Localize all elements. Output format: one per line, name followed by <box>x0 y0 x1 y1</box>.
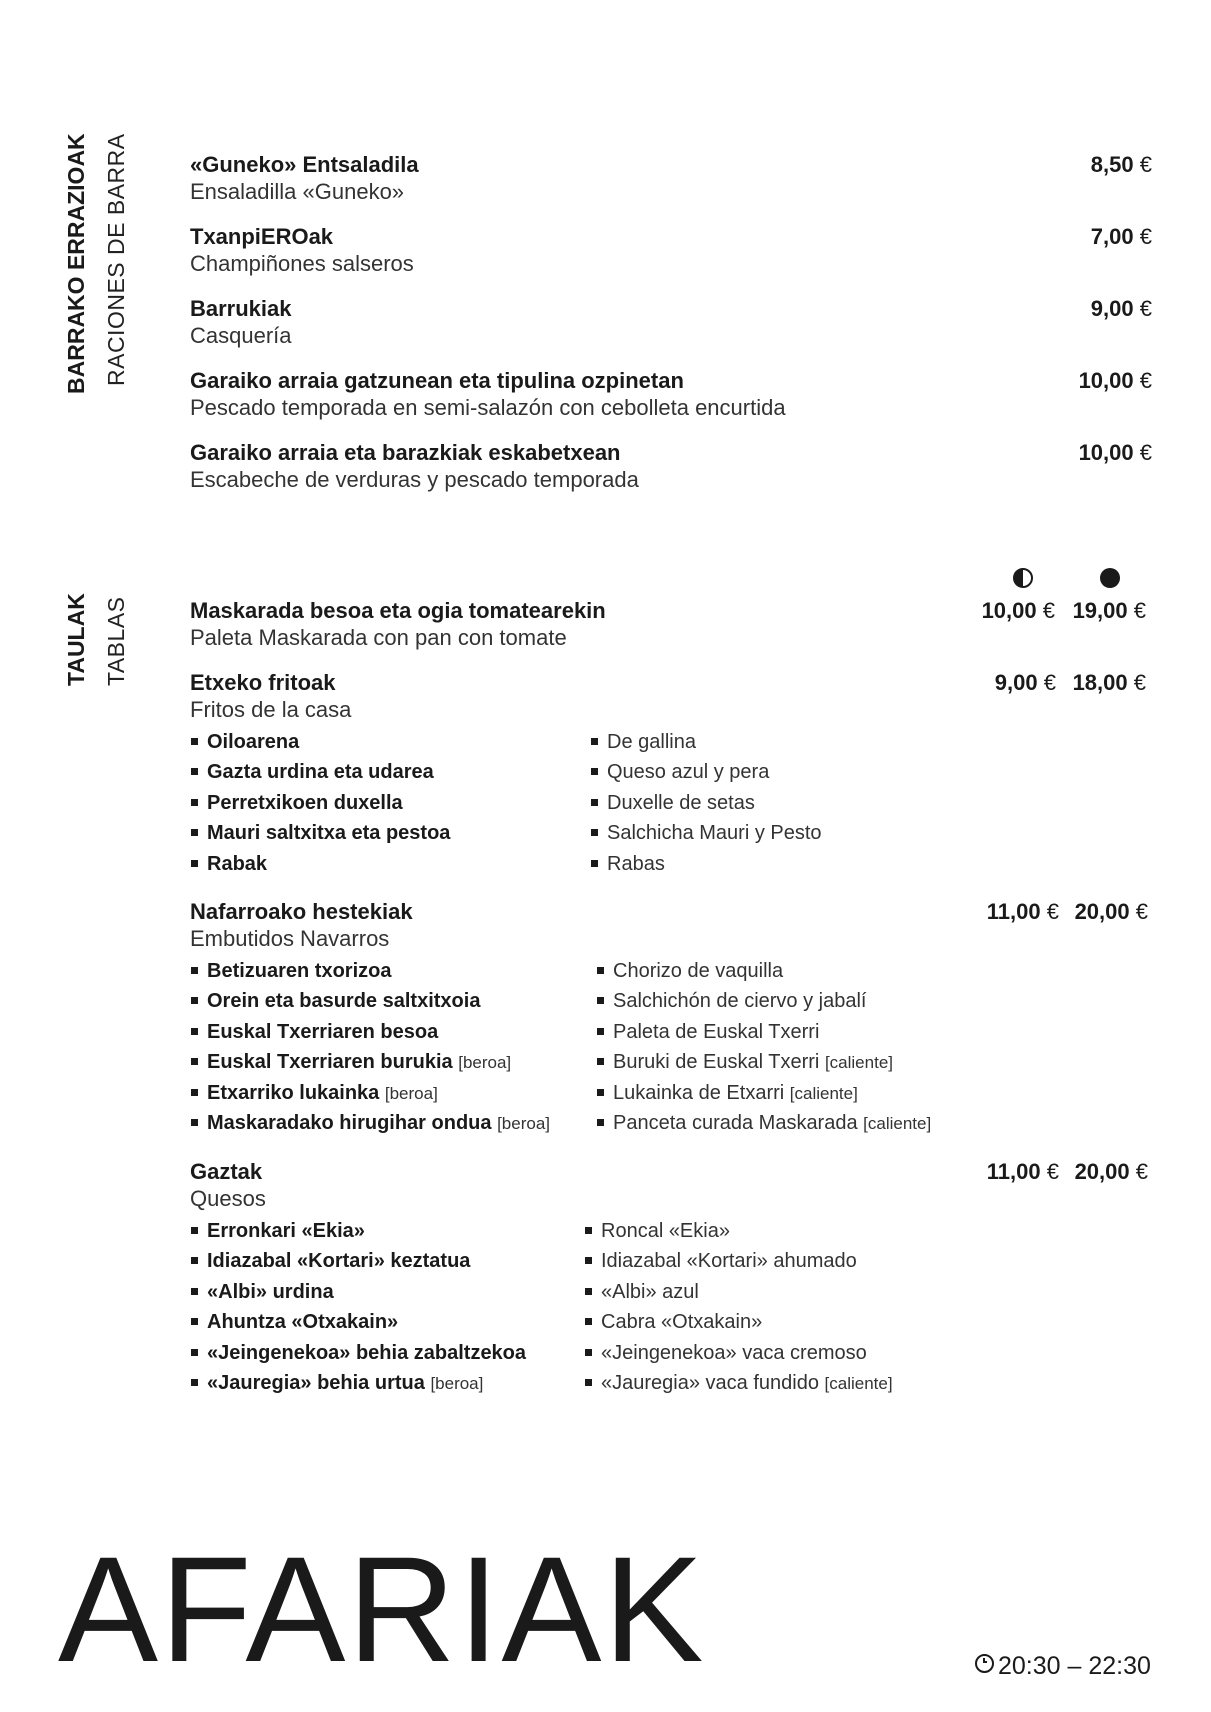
list-item: Mauri saltxitxa eta pestoa <box>191 818 450 848</box>
sub-list-eu <box>191 727 450 879</box>
item-name-es: Champiñones salseros <box>190 251 414 276</box>
item-price-full: 20,00 € <box>1074 899 1148 924</box>
list-item: Perretxikoen duxella <box>191 788 450 818</box>
list-item: Betizuaren txorizoa <box>191 956 550 986</box>
clock-icon <box>975 1654 994 1673</box>
list-item: Cabra «Otxakain» <box>585 1307 893 1337</box>
item-name-es: Casquería <box>190 323 292 348</box>
list-item: Lukainka de Etxarri [caliente] <box>597 1078 931 1108</box>
menu-item <box>190 1158 1170 1212</box>
section-title-barra-eu: BARRAKO ERRAZIOAK <box>63 133 89 394</box>
list-item: Euskal Txerriaren burukia [beroa] <box>191 1047 550 1077</box>
item-price-full: 19,00 € <box>1072 598 1146 623</box>
section-title-taulak-es: TABLAS <box>103 596 129 686</box>
item-price: 9,00 € <box>1090 296 1152 321</box>
list-item: Buruki de Euskal Txerri [caliente] <box>597 1047 931 1077</box>
full-circle-icon <box>1100 568 1120 588</box>
menu-item <box>190 898 1170 952</box>
item-price: 8,50 € <box>1090 152 1152 177</box>
menu-item <box>190 295 1170 349</box>
list-item: Idiazabal «Kortari» keztatua <box>191 1246 526 1276</box>
item-name-es: Fritos de la casa <box>190 697 352 722</box>
sub-list-eu <box>191 956 550 1138</box>
item-name-eu: TxanpiEROak <box>190 224 334 249</box>
hours-text: 20:30 – 22:30 <box>998 1652 1151 1680</box>
item-price: 10,00 € <box>1078 440 1152 465</box>
list-item: Ahuntza «Otxakain» <box>191 1307 526 1337</box>
item-name-es: Escabeche de verduras y pescado temporada <box>190 467 639 492</box>
menu-item <box>190 151 1170 205</box>
list-item: Gazta urdina eta udarea <box>191 757 450 787</box>
menu-item <box>190 367 1170 421</box>
item-name-es: Embutidos Navarros <box>190 926 390 951</box>
item-name-eu: Maskarada besoa eta ogia tomatearekin <box>190 598 606 623</box>
list-item: Salchichón de ciervo y jabalí <box>597 986 931 1016</box>
page-title: AFARIAK <box>58 1525 706 1693</box>
menu-item <box>190 597 1170 651</box>
list-item: Idiazabal «Kortari» ahumado <box>585 1246 893 1276</box>
item-price-full: 20,00 € <box>1074 1159 1148 1184</box>
menu-item <box>190 669 1170 723</box>
item-price: 7,00 € <box>1090 224 1152 249</box>
list-item: «Jeingenekoa» vaca cremoso <box>585 1338 893 1368</box>
item-name-eu: Barrukiak <box>190 296 292 321</box>
item-name-es: Pescado temporada en semi-salazón con cebolleta encurtida <box>190 395 786 420</box>
item-price: 10,00 € <box>1078 368 1152 393</box>
item-name-eu: Etxeko fritoak <box>190 670 336 695</box>
list-item: Maskaradako hirugihar ondua [beroa] <box>191 1108 550 1138</box>
list-item: «Jeingenekoa» behia zabaltzekoa <box>191 1338 526 1368</box>
item-name-es: Quesos <box>190 1186 266 1211</box>
half-circle-icon <box>1013 568 1033 588</box>
menu-item <box>190 439 1170 493</box>
list-item: Queso azul y pera <box>591 757 822 787</box>
item-price-full: 18,00 € <box>1072 670 1146 695</box>
item-name-eu: «Guneko» Entsaladila <box>190 152 419 177</box>
sub-list-es <box>585 1216 893 1398</box>
item-name-es: Paleta Maskarada con pan con tomate <box>190 625 567 650</box>
item-name-es: Ensaladilla «Guneko» <box>190 179 405 204</box>
item-price-half: 10,00 € <box>981 598 1055 623</box>
opening-hours <box>975 1651 1151 1681</box>
list-item: «Albi» azul <box>585 1277 893 1307</box>
sub-list-es <box>597 956 931 1138</box>
item-name-eu: Nafarroako hestekiak <box>190 899 413 924</box>
menu-item <box>190 223 1170 277</box>
list-item: Erronkari «Ekia» <box>191 1216 526 1246</box>
list-item: Panceta curada Maskarada [caliente] <box>597 1108 931 1138</box>
list-item: Salchicha Mauri y Pesto <box>591 818 822 848</box>
list-item: Euskal Txerriaren besoa <box>191 1017 550 1047</box>
list-item: Oiloarena <box>191 727 450 757</box>
sub-list-eu <box>191 1216 526 1398</box>
item-price-half: 11,00 € <box>986 899 1059 924</box>
item-name-eu: Gaztak <box>190 1159 263 1184</box>
list-item: Etxarriko lukainka [beroa] <box>191 1078 550 1108</box>
sub-list-es <box>591 727 822 879</box>
item-name-eu: Garaiko arraia gatzunean eta tipulina ozpinetan <box>190 368 684 393</box>
list-item: Chorizo de vaquilla <box>597 956 931 986</box>
list-item: Paleta de Euskal Txerri <box>597 1017 931 1047</box>
list-item: Duxelle de setas <box>591 788 822 818</box>
item-name-eu: Garaiko arraia eta barazkiak eskabetxean <box>190 440 621 465</box>
list-item: «Jauregia» behia urtua [beroa] <box>191 1368 526 1398</box>
section-title-taulak-eu: TAULAK <box>63 593 89 686</box>
list-item: Roncal «Ekia» <box>585 1216 893 1246</box>
list-item: «Jauregia» vaca fundido [caliente] <box>585 1368 893 1398</box>
section-title-barra-es: RACIONES DE BARRA <box>103 133 129 386</box>
list-item: De gallina <box>591 727 822 757</box>
list-item: Rabas <box>591 849 822 879</box>
list-item: Rabak <box>191 849 450 879</box>
item-price-half: 11,00 € <box>986 1159 1059 1184</box>
list-item: Orein eta basurde saltxitxoia <box>191 986 550 1016</box>
list-item: «Albi» urdina <box>191 1277 526 1307</box>
item-price-half: 9,00 € <box>994 670 1056 695</box>
